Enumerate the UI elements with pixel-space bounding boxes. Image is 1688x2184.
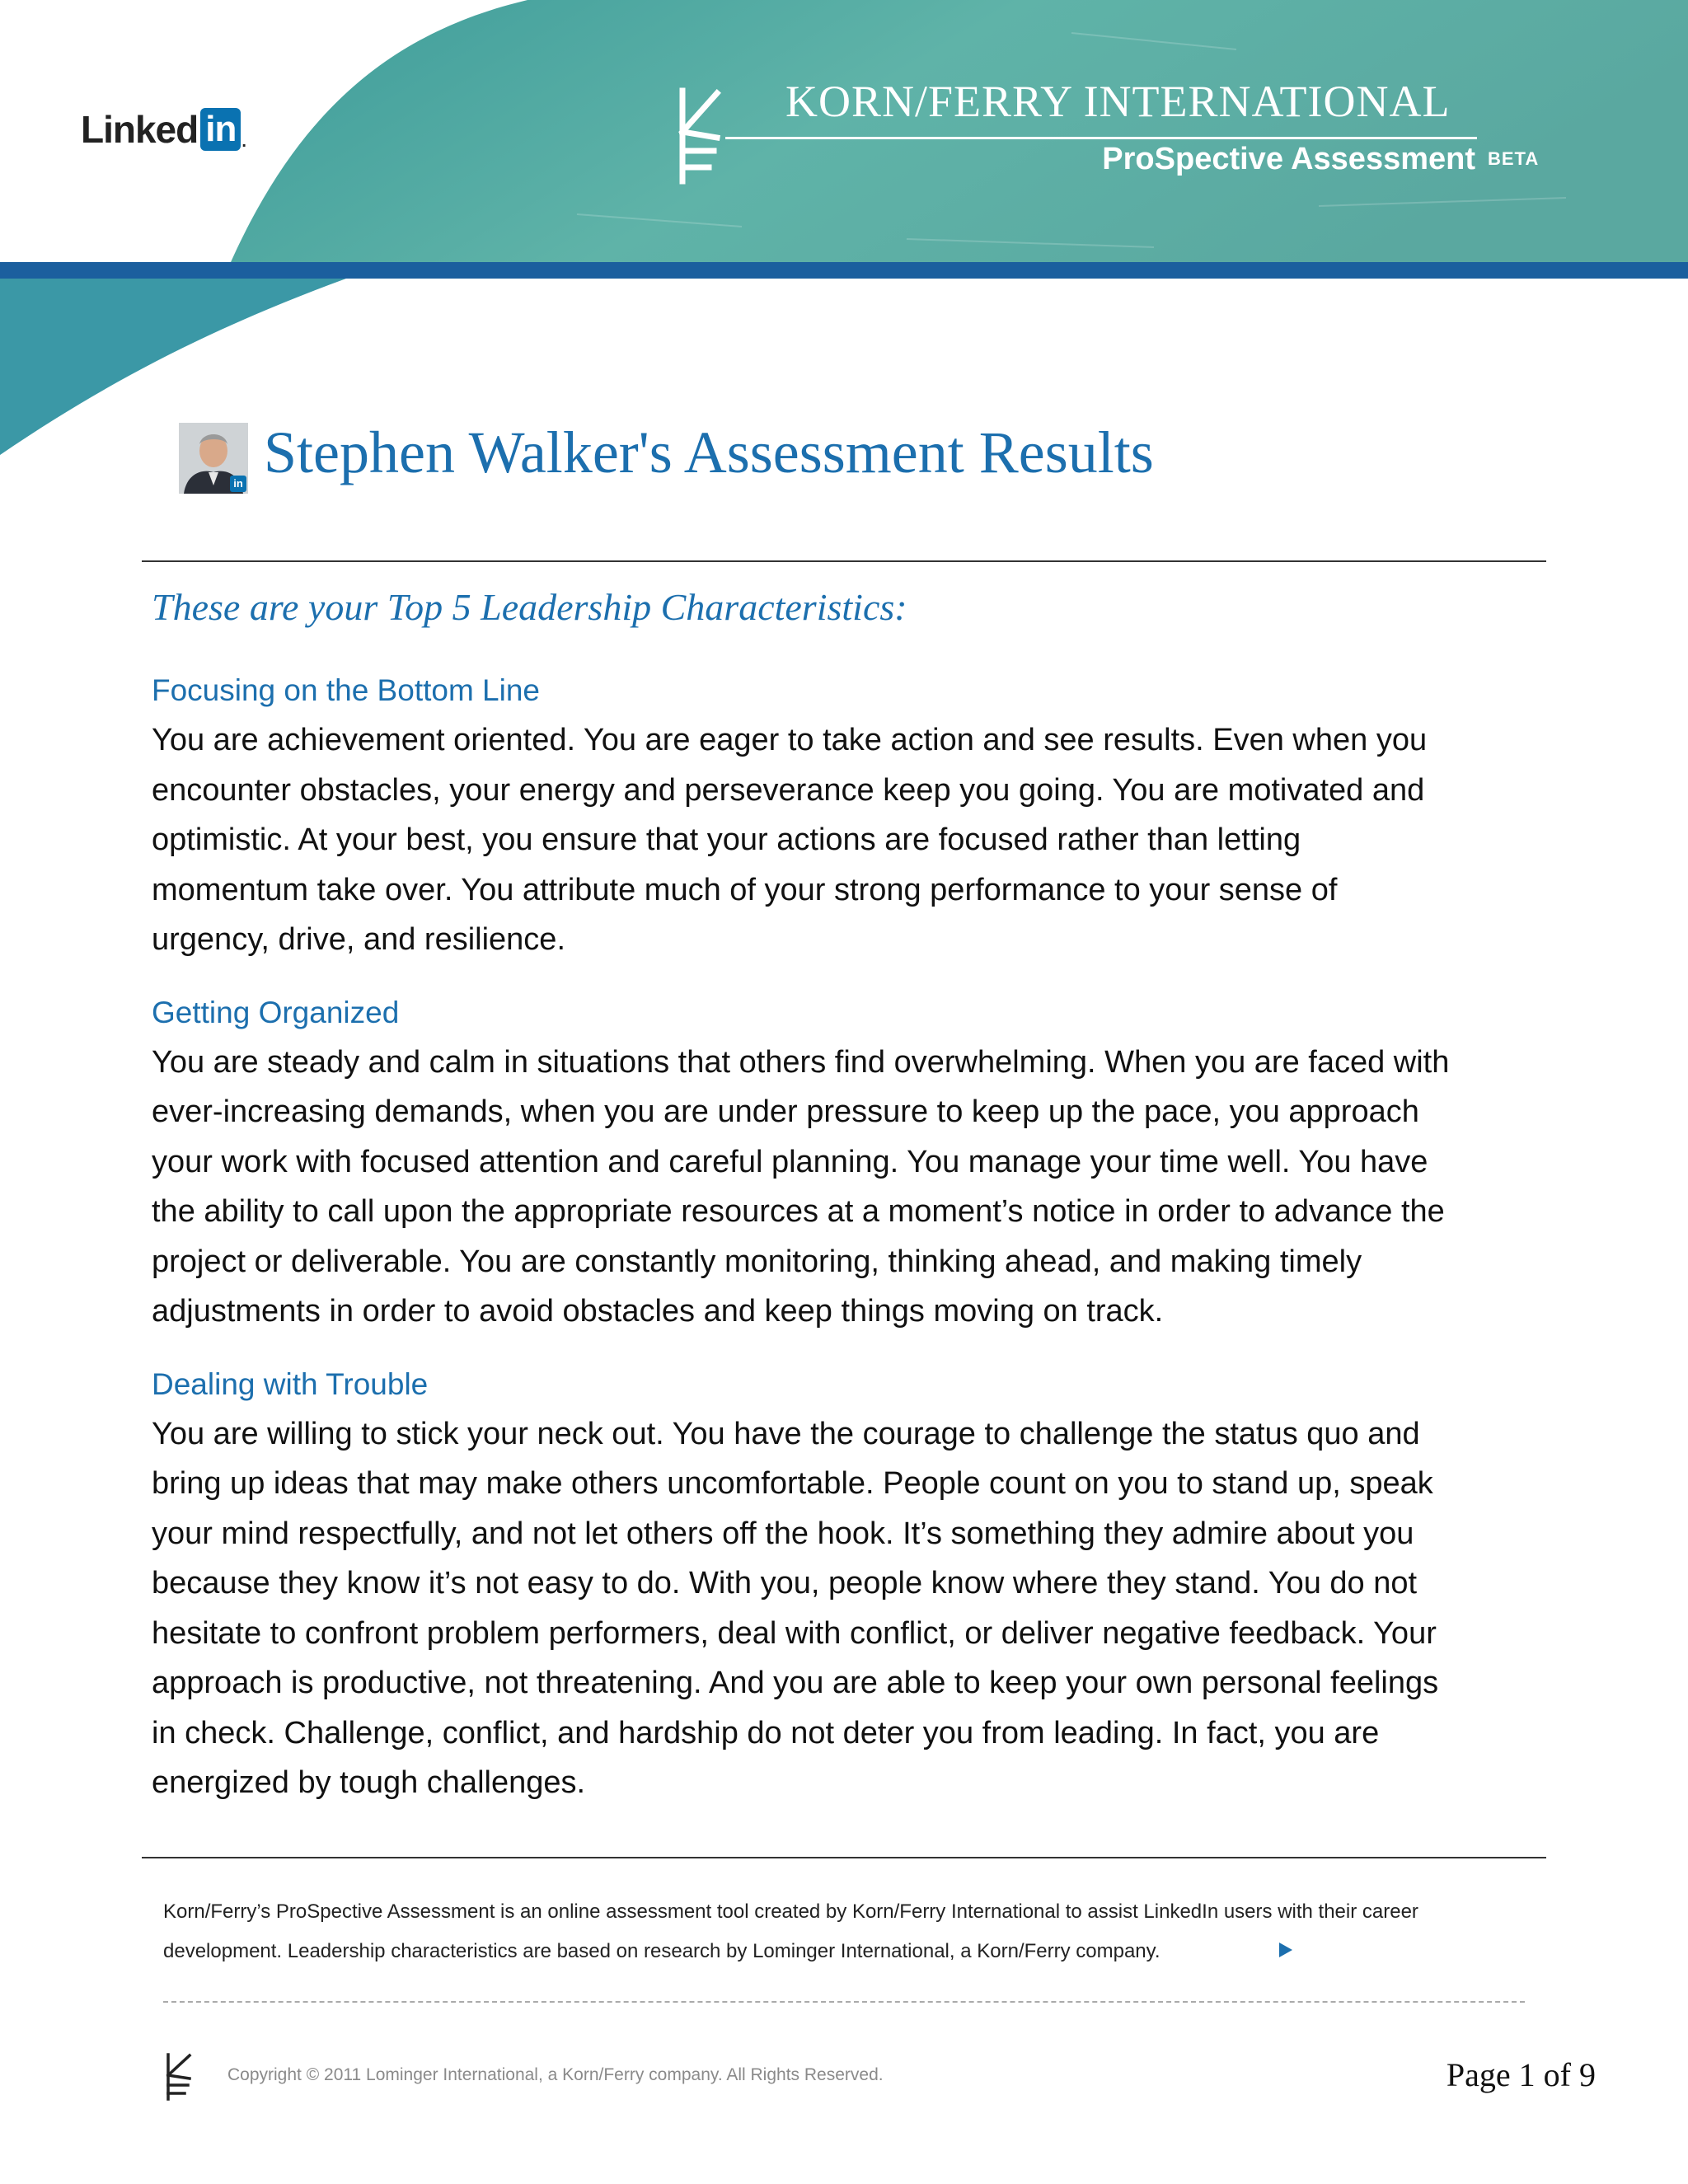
footer-note-line: Korn/Ferry’s ProSpective Assessment is an online assessment tool created by Korn/Ferry International to assist LinkedIn users with their career — [163, 1900, 1418, 1923]
body-line: optimistic. At your best, you ensure that your actions are focused rather than letting — [152, 823, 1301, 857]
body-line: momentum take over. You attribute much of your strong performance to your sense of — [152, 872, 1338, 907]
body-line: in check. Challenge, conflict, and hardship do not deter you from leading. In fact, you are — [152, 1715, 1380, 1750]
body-line: the ability to call upon the appropriate resources at a moment’s notice in order to advance the — [152, 1194, 1445, 1229]
body-line: ever-increasing demands, when you are under pressure to keep up the pace, you approach — [152, 1094, 1419, 1129]
header-banner — [0, 0, 1688, 462]
section-heading: Focusing on the Bottom Line — [152, 673, 541, 707]
copyright-text: Copyright © 2011 Lominger International, a Korn/Ferry company. All Rights Reserved. — [227, 2065, 884, 2084]
page-subtitle: These are your Top 5 Leadership Characteristics: — [152, 586, 907, 628]
body-line: your mind respectfully, and not let others off the hook. It’s something they admire about you — [152, 1516, 1414, 1551]
korn-ferry-footer-logo-icon — [163, 2052, 195, 2102]
section-heading: Dealing with Trouble — [152, 1366, 429, 1401]
body-line: You are achievement oriented. You are eager to take action and see results. Even when you — [152, 723, 1428, 757]
characteristic-section — [152, 1360, 1561, 1808]
linkedin-logo-text: Linked — [81, 108, 199, 151]
linkedin-badge-icon: in — [230, 476, 246, 492]
dashed-divider — [163, 2001, 1525, 2003]
characteristics-list — [152, 666, 1561, 1831]
body-line: bring up ideas that may make others uncomfortable. People count on you to stand up, speak — [152, 1466, 1433, 1501]
body-line: hesitate to confront problem performers, deal with conflict, or deliver negative feedback. Your — [152, 1615, 1437, 1651]
beta-badge: BETA — [1488, 148, 1540, 169]
section-body — [152, 1409, 1561, 1808]
divider — [142, 560, 1546, 562]
body-line: approach is productive, not threatening. And you are able to keep your own personal feelings — [152, 1666, 1439, 1700]
footer-note — [163, 1892, 1515, 1971]
avatar — [179, 423, 248, 494]
next-arrow-icon[interactable] — [1278, 1941, 1294, 1959]
kf-product-name: ProSpective Assessment — [1102, 142, 1475, 176]
body-line: project or deliverable. You are constantly monitoring, thinking ahead, and making timely — [152, 1244, 1362, 1279]
page-number: Page 1 of 9 — [1446, 2056, 1596, 2093]
body-line: because they know it’s not easy to do. With you, people know where they stand. You do not — [152, 1566, 1418, 1601]
body-line: encounter obstacles, your energy and perseverance keep you going. You are motivated and — [152, 772, 1425, 808]
body-line: You are steady and calm in situations that others find overwhelming. When you are faced with — [152, 1044, 1450, 1080]
section-heading: Getting Organized — [152, 995, 400, 1029]
korn-ferry-logo-icon — [674, 87, 724, 185]
registered-dot: . — [241, 133, 246, 151]
kf-header-rule — [725, 137, 1477, 139]
body-line: energized by tough challenges. — [152, 1765, 586, 1800]
body-line: your work with focused attention and careful planning. You manage your time well. You have — [152, 1144, 1428, 1179]
body-line: adjustments in order to avoid obstacles and keep things moving on track. — [152, 1294, 1164, 1329]
footer-note-line: development. Leadership characteristics are based on research by Lominger International, a Korn/Ferry company. — [163, 1940, 1160, 1962]
section-body — [152, 715, 1561, 965]
kf-company-name: KORN/FERRY INTERNATIONAL — [785, 77, 1451, 126]
linkedin-in-box: in — [200, 108, 241, 151]
characteristic-section — [152, 988, 1561, 1337]
body-line: urgency, drive, and resilience. — [152, 922, 565, 957]
divider — [142, 1857, 1546, 1858]
body-line: You are willing to stick your neck out. You have the courage to challenge the status quo and — [152, 1416, 1420, 1451]
section-body — [152, 1038, 1561, 1337]
characteristic-section — [152, 666, 1561, 965]
linkedin-logo — [81, 107, 246, 152]
page-title: Stephen Walker's Assessment Results — [264, 419, 1154, 485]
